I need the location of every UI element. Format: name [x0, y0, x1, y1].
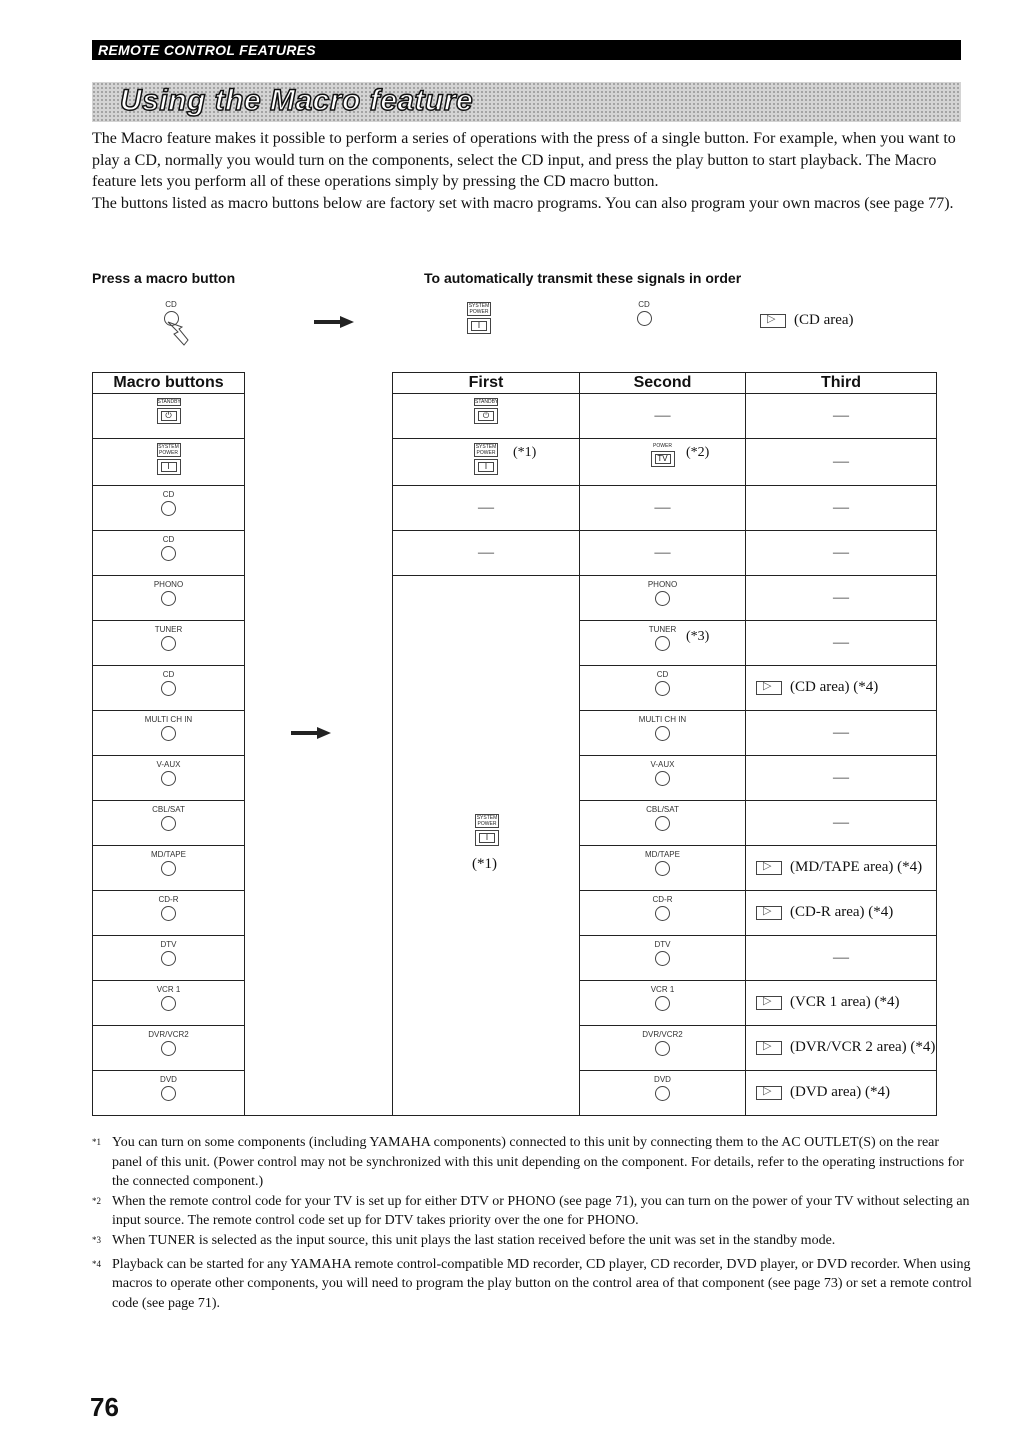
first-cell: — — [393, 486, 580, 531]
title-band — [92, 82, 961, 122]
second-cell — [580, 801, 746, 846]
footnote: $^{*3}$ When TUNER is selected as the input source, this unit plays the last station received before the unit was set in the standby mode. — [92, 1232, 836, 1248]
intro-text — [92, 128, 964, 214]
section-header — [92, 40, 961, 60]
macro-button-cell — [93, 531, 245, 576]
tv-power-icon: POWER TV — [647, 443, 679, 467]
header-second: Second — [580, 373, 746, 394]
input-button-icon: CD — [140, 670, 198, 696]
macro-button-cell — [93, 621, 245, 666]
table-row — [93, 531, 937, 576]
macro-table — [92, 372, 937, 1116]
second-cell — [580, 1026, 746, 1071]
input-button-icon: VCR 1 — [140, 985, 198, 1011]
footnotes — [92, 1133, 972, 1313]
input-button-icon: CD — [140, 535, 198, 561]
table-row — [93, 486, 937, 531]
macro-button-cell — [93, 1071, 245, 1116]
macro-button-cell — [93, 891, 245, 936]
page-title: Using the Macro feature — [120, 84, 474, 117]
second-cell — [580, 711, 746, 756]
input-button-icon: MD/TAPE — [634, 850, 692, 876]
second-cell: — — [580, 486, 746, 531]
input-button-icon: TUNER — [634, 625, 692, 651]
macro-button-cell — [93, 711, 245, 756]
input-button-icon: TUNER — [140, 625, 198, 651]
system-power-icon: SYSTEM POWER I — [153, 443, 185, 475]
third-cell: ▷(VCR 1 area) (*4) — [746, 981, 937, 1026]
macro-button-cell — [93, 801, 245, 846]
macro-button-cell — [93, 756, 245, 801]
input-button-icon: CD — [140, 490, 198, 516]
footnote: $^{*1}$ You can turn on some components (including YAMAHA components) connected to this unit by connecting them to the AC OUTLET(S) on the rear panel of this unit. (Power control may not be synchronized with this unit depending on the component. For details, refer to the operating instructions for the connected component.) — [92, 1135, 964, 1189]
third-cell: ▷(MD/TAPE area) (*4) — [746, 846, 937, 891]
input-button-icon: V-AUX — [634, 760, 692, 786]
input-button-icon: DVR/VCR2 — [634, 1030, 692, 1056]
macro-button-cell — [93, 936, 245, 981]
macro-button-cell — [93, 846, 245, 891]
input-button-icon: CBL/SAT — [140, 805, 198, 831]
macro-button-cell — [93, 486, 245, 531]
cd-macro-button-icon: CD — [142, 300, 200, 326]
third-cell: ▷(CD area) (*4) — [746, 666, 937, 711]
standby-icon: STANDBY ⏻ — [470, 398, 502, 424]
input-button-icon: CBL/SAT — [634, 805, 692, 831]
second-cell — [580, 1071, 746, 1116]
play-button-icon — [756, 861, 782, 875]
second-cell — [580, 666, 746, 711]
third-cell: — — [746, 621, 937, 666]
third-cell: — — [746, 439, 937, 486]
input-button-icon: VCR 1 — [634, 985, 692, 1011]
input-button-icon: DVD — [634, 1075, 692, 1101]
first-merged-cell — [393, 576, 580, 1116]
footnote: $^{*4}$ Playback can be started for any YAMAHA remote control-compatible MD recorder, CD player, CD recorder, DVD player, or DVD recorder. When using macros to operate other components, you will need to program the play button on the control area of that component (see page 73) or set a remote control code (see page 71). — [92, 1256, 972, 1311]
standby-icon: STANDBY ⏻ — [153, 398, 185, 424]
first-cell — [393, 394, 580, 439]
macro-button-cell — [93, 576, 245, 621]
input-button-icon: DVR/VCR2 — [140, 1030, 198, 1056]
input-button-icon: PHONO — [140, 580, 198, 606]
macro-button-cell — [93, 1026, 245, 1071]
arrow-right-icon — [314, 316, 354, 328]
macro-column-heading: Press a macro button — [92, 270, 236, 286]
second-cell: TUNER (*3) — [580, 621, 746, 666]
play-button-icon — [756, 681, 782, 695]
second-cell: — — [580, 531, 746, 576]
third-cell: — — [746, 531, 937, 576]
third-cell: — — [746, 801, 937, 846]
second-cell — [580, 846, 746, 891]
arrow-right-icon — [291, 727, 331, 739]
play-button-icon — [756, 996, 782, 1010]
second-cell — [580, 891, 746, 936]
second-cell — [580, 936, 746, 981]
pressing-hand-icon — [164, 318, 190, 348]
table-row — [93, 439, 937, 486]
third-cell: — — [746, 711, 937, 756]
macro-button-cell — [93, 981, 245, 1026]
first-cell: SYSTEM POWER I (*1) — [393, 439, 580, 486]
third-cell: — — [746, 756, 937, 801]
input-button-icon: CD-R — [634, 895, 692, 921]
page-number: 76 — [90, 1392, 119, 1422]
input-button-icon: DTV — [140, 940, 198, 966]
second-cell — [580, 576, 746, 621]
third-cell: — — [746, 576, 937, 621]
input-button-icon: DTV — [634, 940, 692, 966]
system-power-icon: SYSTEM POWER I — [470, 443, 502, 475]
input-button-icon: CD-R — [140, 895, 198, 921]
play-button-icon — [756, 1086, 782, 1100]
second-cell: POWER TV (*2) — [580, 439, 746, 486]
section-title: REMOTE CONTROL FEATURES — [98, 42, 316, 58]
intro-paragraph: The buttons listed as macro buttons below are factory set with macro programs. You can also program your own macros (see page 77). — [92, 194, 954, 212]
third-cell: ▷(DVD area) (*4) — [746, 1071, 937, 1116]
system-power-icon: SYSTEM POWER I — [471, 814, 503, 846]
footnote: $^{*2}$ When the remote control code for your TV is set up for either DTV or PHONO (see page 71), you can turn on the power of your TV without selecting an input source. The remote control code set up for DTV takes priority over the one for PHONO. — [92, 1193, 970, 1228]
input-button-icon: MULTI CH IN — [634, 715, 692, 741]
macro-button-cell — [93, 666, 245, 711]
third-cell: ▷(CD-R area) (*4) — [746, 891, 937, 936]
table-row — [93, 394, 937, 439]
first-cell: — — [393, 531, 580, 576]
header-first: First — [393, 373, 580, 394]
system-power-icon: SYSTEM POWER I — [463, 302, 495, 334]
input-button-icon: CD — [634, 670, 692, 696]
input-button-icon: PHONO — [634, 580, 692, 606]
first-merged-note: (*1) — [472, 856, 497, 872]
table-row — [93, 576, 937, 621]
play-button-icon — [756, 1041, 782, 1055]
macro-button-cell — [93, 439, 245, 486]
cd-area-play: ▷(CD area) — [760, 312, 854, 329]
play-button-icon — [760, 314, 786, 328]
example-sequence — [92, 296, 961, 356]
third-cell: ▷(DVR/VCR 2 area) (*4) — [746, 1026, 937, 1071]
signals-column-heading: To automatically transmit these signals in order — [424, 270, 742, 286]
input-button-icon: MULTI CH IN — [140, 715, 198, 741]
play-button-icon — [756, 906, 782, 920]
macro-button-cell — [93, 394, 245, 439]
input-button-icon: MD/TAPE — [140, 850, 198, 876]
second-cell: — — [580, 394, 746, 439]
header-third: Third — [746, 373, 937, 394]
input-button-icon: V-AUX — [140, 760, 198, 786]
third-cell: — — [746, 936, 937, 981]
third-cell: — — [746, 486, 937, 531]
input-button-icon: DVD — [140, 1075, 198, 1101]
intro-paragraph: The Macro feature makes it possible to perform a series of operations with the press of a single button. For example, when you want to play a CD, normally you would turn on the components, select the CD input, and press the play button to start playback. The Macro feature lets you perform all of these operations simply by pressing the CD macro button. — [92, 130, 956, 190]
header-macro-buttons: Macro buttons — [93, 373, 245, 394]
second-cell — [580, 756, 746, 801]
second-cell — [580, 981, 746, 1026]
cd-button-icon: CD — [615, 300, 673, 326]
third-cell: — — [746, 394, 937, 439]
